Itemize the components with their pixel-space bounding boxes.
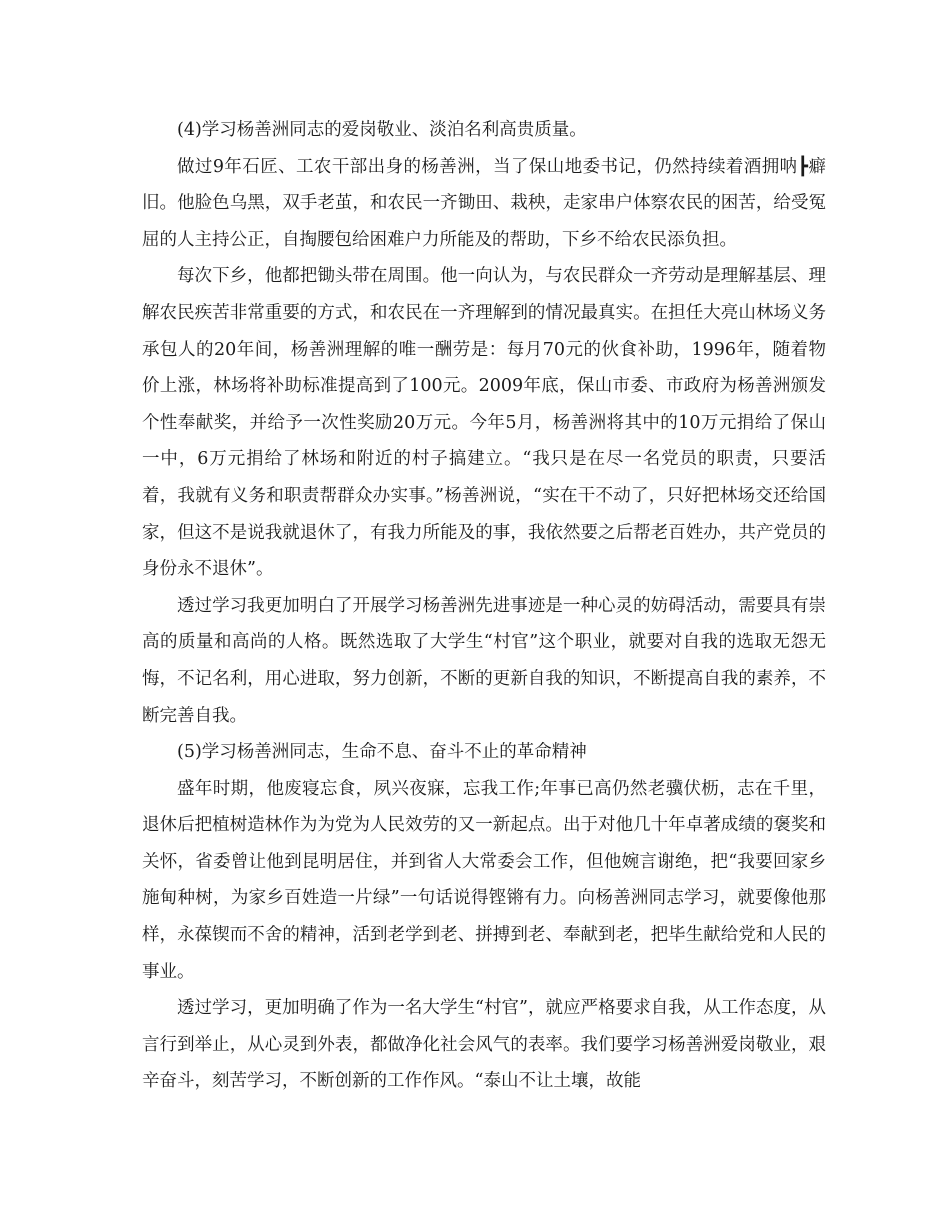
paragraph: 透过学习我更加明白了开展学习杨善洲先进事迹是一种心灵的妨碍活动，需要具有崇高的质量和高尚的人格。既然选取了大学生“村官”这个职业，就要对自我的选取无怨无悔，不记名利，用心进取，努力创新，不断的更新自我的知识，不断提高自我的素养，不断完善自我。 [142, 595, 826, 726]
section-heading-5: (5)学习杨善洲同志，生命不息、奋斗不止的革命精神 [177, 742, 587, 763]
paragraph: 做过9年石匠、工农干部出身的杨善洲，当了保山地委书记，仍然持续着酒拥呐┣癖旧。他脸色乌黑，双手老茧，和农民一齐锄田、栽秧，走家串户体察农民的困苦，给受冤屈的人主持公正，自掏腰包给困难户力所能及的帮助，下乡不给农民添负担。 [142, 156, 826, 250]
section-heading-4: (4)学习杨善洲同志的爱岗敬业、淡泊名利高贵质量。 [177, 120, 587, 140]
paragraph: 每次下乡，他都把锄头带在周围。他一向认为，与农民群众一齐劳动是理解基层、理解农民疾苦非常重要的方式，和农民在一齐理解到的情况最真实。在担任大亮山林场义务承包人的20年间，杨善洲理解的唯一酬劳是：每月70元的伙食补助，1996年，随着物价上涨，林场将补助标准提高到了100元。2009年底，保山市委、市政府为杨善洲颁发个性奉献奖，并给予一次性奖励20万元。今年5月，杨善洲将其中的10万元捐给了保山一中，6万元捐给了林场和附近的村子搞建立。“我只是在尽一名党员的职责，只要活着，我就有义务和职责帮群众办实事。”杨善洲说，“实在干不动了，只好把林场交还给国家，但这不是说我就退休了，有我力所能及的事，我依然要之后帮老百姓办，共产党员的身份永不退休”。 [142, 266, 826, 580]
paragraph: 盛年时期，他废寝忘食，夙兴夜寐，忘我工作;年事已高仍然老骥伏枥，志在千里，退休后把植树造林作为为党为人民效劳的又一新起点。出于对他几十年卓著成绩的褒奖和关怀，省委曾让他到昆明居住，并到省人大常委会工作，但他婉言谢绝，把“我要回家乡施甸种树，为家乡百姓造一片绿”一句话说得铿锵有力。向杨善洲同志学习，就要像他那样，永葆锲而不舍的精神，活到老学到老、拼搏到老、奉献到老，把毕生献给党和人民的事业。 [142, 778, 826, 982]
paragraph: 透过学习，更加明确了作为一名大学生“村官”，就应严格要求自我，从工作态度，从言行到举止，从心灵到外表，都做净化社会风气的表率。我们要学习杨善洲爱岗敬业，艰辛奋斗，刻苦学习，不断创新的工作作风。“泰山不让土壤，故能 [142, 998, 826, 1092]
document-body [142, 112, 826, 1100]
